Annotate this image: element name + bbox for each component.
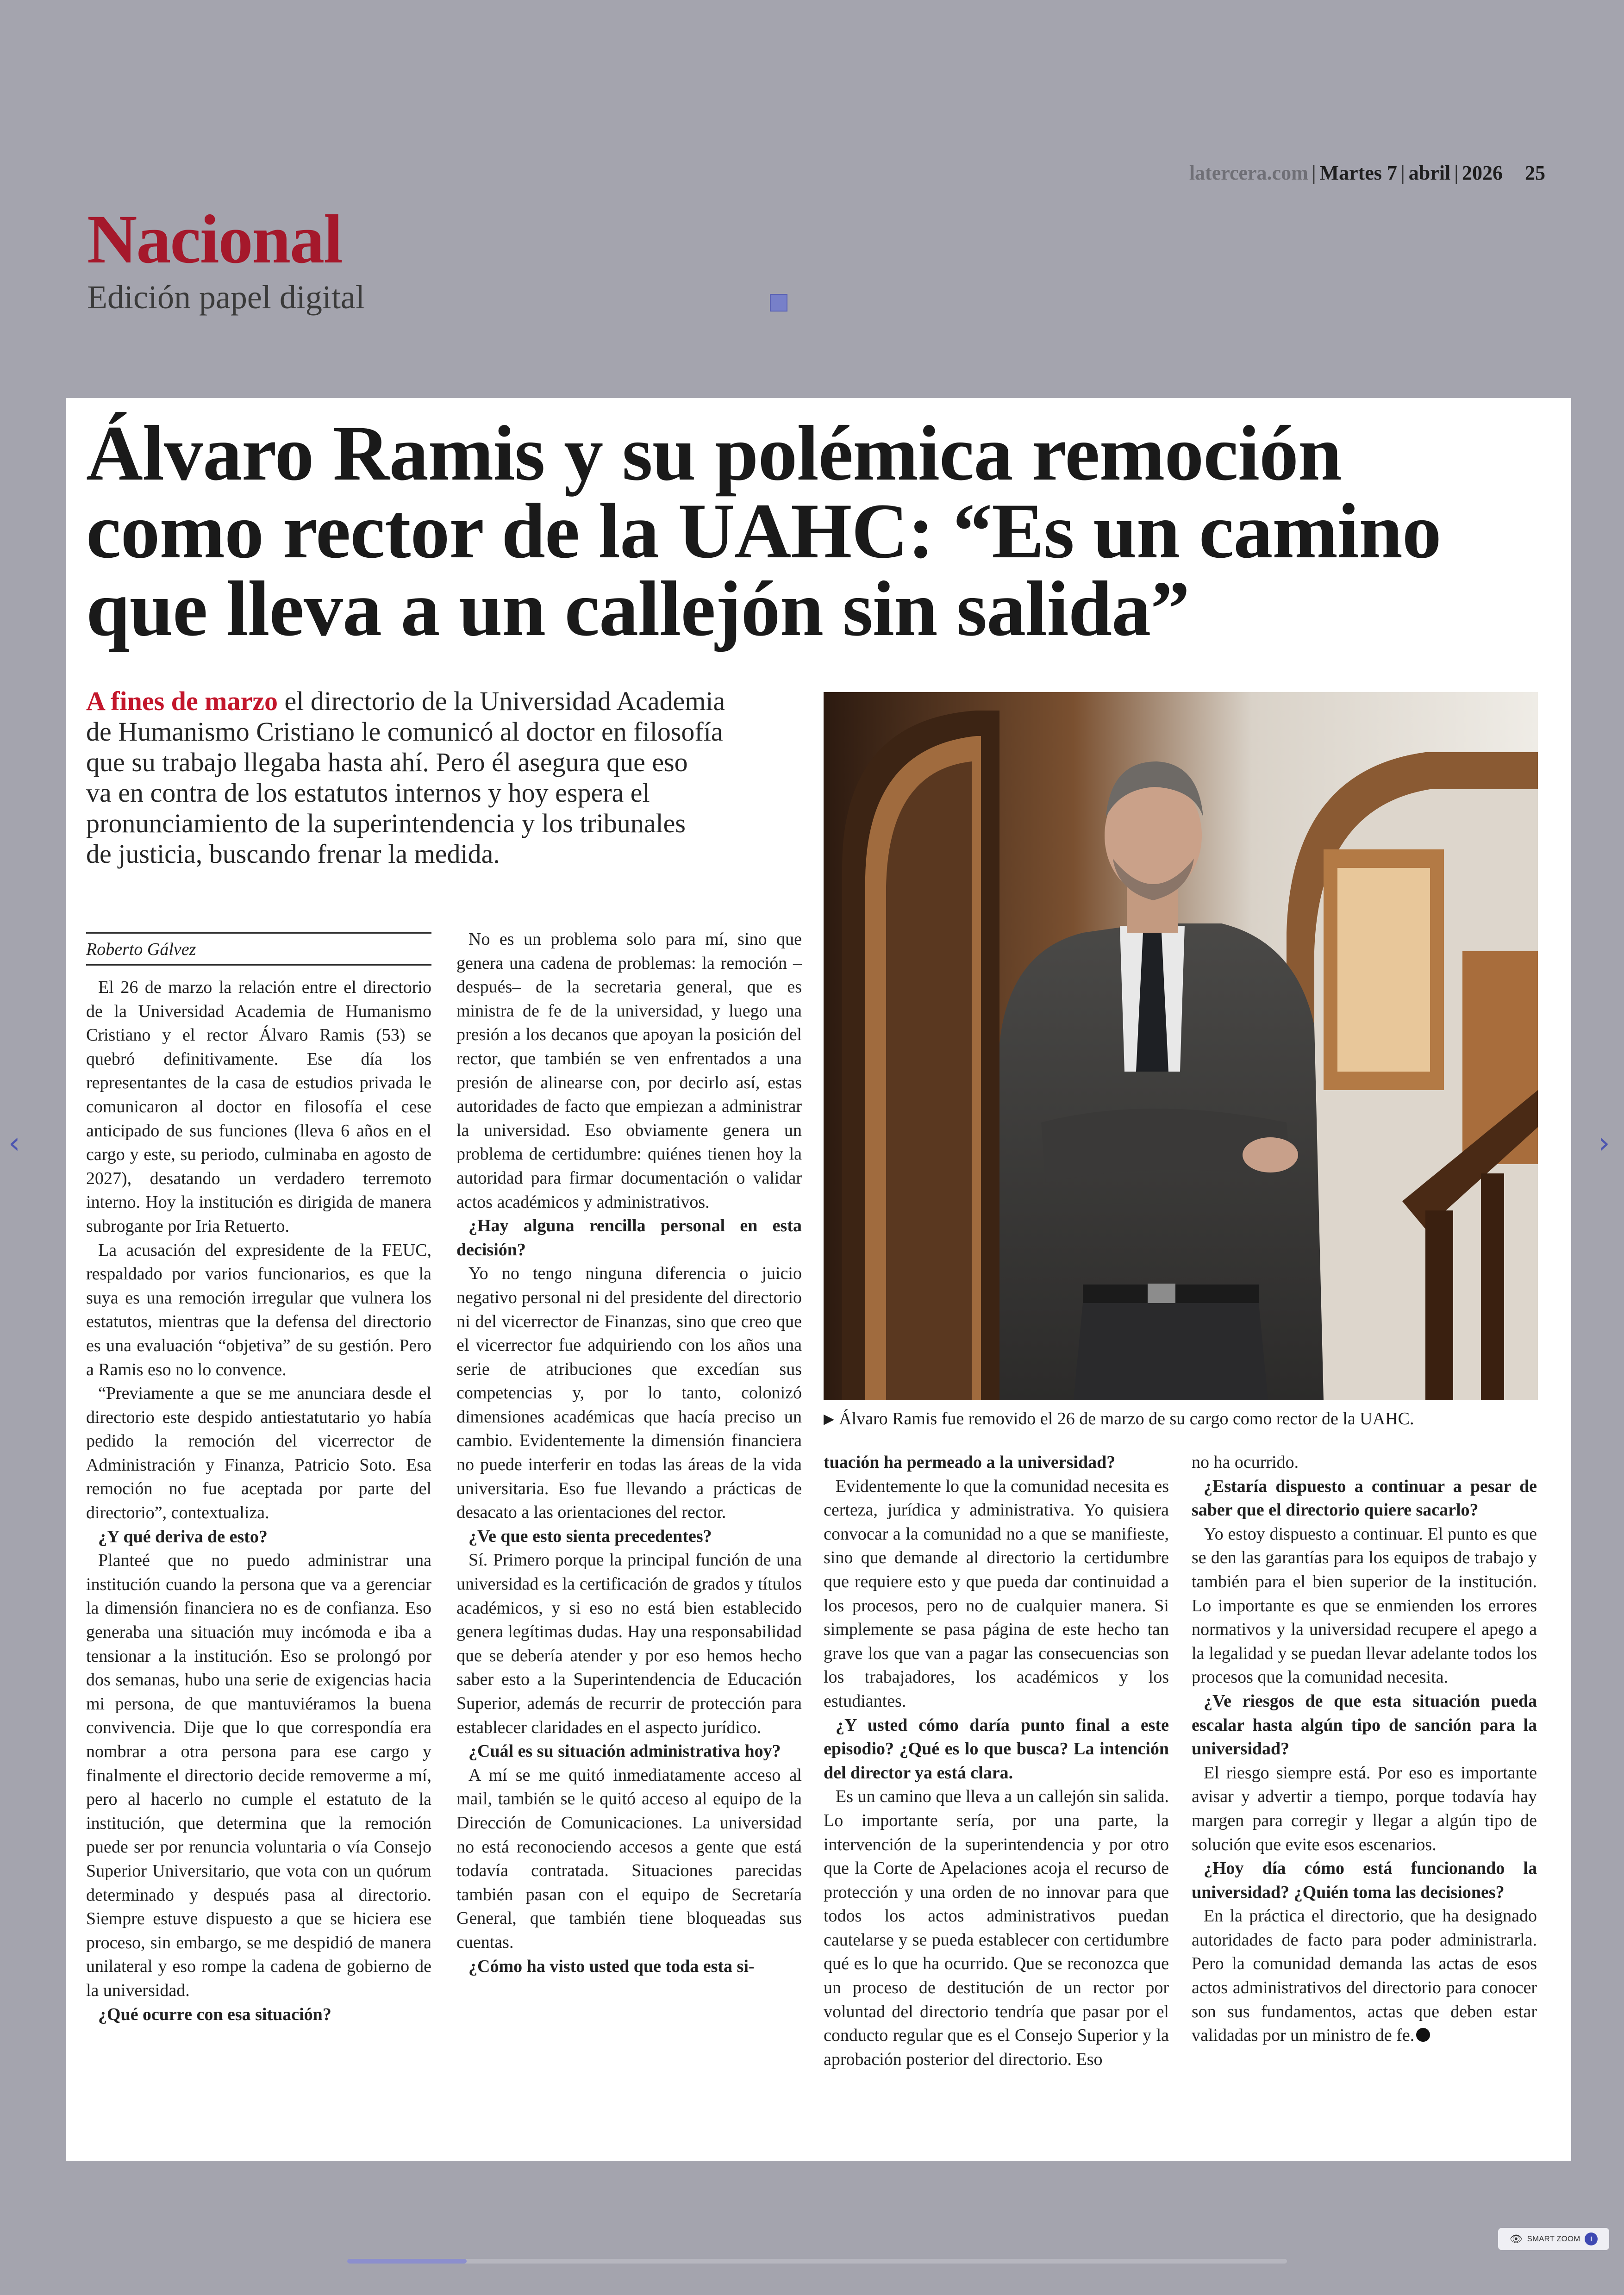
paragraph: Evidentemente lo que la comunidad necesita es certeza, jurídica y administrativa. Yo quisiera convocar a la comunidad no a que se manifieste, sino que demande al directorio la certidumbre que requiere esto y que pueda dar continuidad a los procesos, pero no de cualquier manera. Si simplemente se pasa página de este hecho tan grave los que van a pagar las consecuencias son los trabajadores, los académicos y los estudiantes. (824, 1476, 1169, 1711)
edition-label: Edición papel digital (87, 279, 365, 316)
date-day: Martes 7 (1319, 162, 1397, 184)
interview-question: ¿Qué ocurre con esa situación? (98, 2004, 331, 2024)
paragraph: Planteé que no puedo administrar una institución cuando la persona que va a gerenciar la dimensión financiera no es de confianza. Eso generaba una situación muy incómoda e iba a tensionar a la institución. Eso se prolongó por dos semanas, hubo una serie de exigencias hacia mi persona, de que mantuviéramos la buena convivencia. Dije que lo que correspondía era nombrar a otra persona para ese cargo y finalmente el directorio decide removerme a mí, pero al hacerlo no cumple el estatuto de la institución, que determina que la remoción puede ser por renuncia voluntaria o vía Consejo Superior Universitario, que vota con un quórum determinado y después pasa al directorio. Siempre estuve dispuesto a que se hiciera ese proceso, sin embargo, se me despidió de manera unilateral y eso rompe la cadena de gobierno de la universidad. (86, 1551, 431, 2000)
lede-kicker: A fines de marzo (86, 686, 278, 716)
info-badge: i (1585, 2233, 1598, 2245)
lede-line: pronunciamiento de la superintendencia y los tribunales (86, 808, 686, 838)
smart-zoom-label: SMART ZOOM (1527, 2234, 1580, 2243)
article-column-4 (1192, 1451, 1537, 2048)
separator: | (1400, 162, 1405, 184)
smart-zoom-button[interactable] (1498, 2228, 1609, 2250)
paragraph: El riesgo siempre está. Por eso es importante avisar y advertir a tiempo, porque todavía hay margen para corregir y llegar a algún tipo de solución que evite esos escenarios. (1192, 1763, 1537, 1854)
interview-question: ¿Ve riesgos de que esta situación pueda escalar hasta algún tipo de sanción para la universidad? (1192, 1691, 1537, 1759)
article-photo (824, 692, 1538, 1400)
interview-question: ¿Y qué deriva de esto? (98, 1527, 268, 1547)
interview-question: ¿Cuál es su situación administrativa hoy? (468, 1741, 781, 1761)
paragraph: Yo no tengo ninguna diferencia o juicio negativo personal ni del presidente del directorio ni del vicerrector de Finanzas, sino que creo que el vicerrector fue adquiriendo con los años una serie de atribuciones que excedían sus competencias y, por lo tanto, colonizó dimensiones académicas que hacía preciso un cambio. Evidentemente la dimensión financiera no puede interferir en todas las áreas de la vida universitaria. Eso fue llevando a prácticas de desacato a las orientaciones del rector. (456, 1264, 802, 1522)
article-column-1 (86, 976, 431, 2027)
lede-line: va en contra de los estatutos internos y hoy espera el (86, 778, 650, 808)
separator: | (1312, 162, 1316, 184)
dateline (1189, 161, 1545, 185)
date-month: abril (1408, 162, 1451, 184)
interview-question: tuación ha permeado a la universidad? (824, 1453, 1116, 1472)
date-year: 2026 (1462, 162, 1503, 184)
photo-caption (824, 1406, 1546, 1432)
eye-icon: 👁 (1509, 2233, 1523, 2245)
interview-question: ¿Hoy día cómo está funcionando la universidad? ¿Quién toma las decisiones? (1192, 1858, 1537, 1902)
article-column-2 (456, 928, 802, 1978)
paragraph: La acusación del expresidente de la FEUC, respaldado por varios funcionarios, es que la suya es una remoción irregular que vulnera los estatutos, mientras que la defensa del directorio es una evaluación “objetiva” de su gestión. Pero a Ramis eso no lo convence. (86, 1240, 431, 1379)
page-progress-bar[interactable] (347, 2259, 1287, 2264)
paragraph: Yo estoy dispuesto a continuar. El punto es que se den las garantías para los equipos de trabajo y también para el bien superior de la institución. Lo importante es que se enmienden los errores normativos y la universidad recupere el apego a la legalidad y se puedan llevar adelante todos los procesos que la comunidad necesita. (1192, 1524, 1537, 1687)
paragraph (1192, 1904, 1537, 2048)
paragraph: “Previamente a que se me anunciara desde el directorio este despido antiestatutario yo había pedido la remoción del vicerrector de Administración y Finanza, Patricio Soto. Esa remoción no fue aceptada por parte del directorio”, contextualiza. (86, 1384, 431, 1523)
lede-line: de Humanismo Cristiano le comunicó al doctor en filosofía (86, 717, 723, 747)
interview-question: ¿Estaría dispuesto a continuar a pesar de saber que el directorio quiere sacarlo? (1192, 1476, 1537, 1520)
paragraph-text: En la práctica el directorio, que ha designado autoridades de facto para poder administrarla. Pero la comunidad demanda las actas de esos actos administrativos del directorio para conocer son sus fundamentos, actas que deben estar validadas por un ministro de fe. (1192, 1906, 1537, 2046)
paragraph: Sí. Primero porque la principal función de una universidad es la certificación de grados y títulos académicos, y si eso no está bien establecido genera legítimas dudas. Hay una responsabilidad que se debería atender y por eso hemos hecho saber esto a la Superintendencia de Educación Superior, además de recurrir de protección para establecer claridades en el aspecto jurídico. (456, 1550, 802, 1737)
article-headline (86, 410, 1521, 652)
paragraph: El 26 de marzo la relación entre el directorio de la Universidad Academia de Humanismo Cristiano y el rector Álvaro Ramis (53) se quebró definitivamente. Ese día los representantes de la casa de estudios privada le comunicaron al doctor en filosofía el cese anticipado de sus funciones (lleva 6 años en el cargo y este, su periodo, culminaba en agosto de 2027), desatando un verdadero terremoto interno. Hoy la institución es dirigida de manera subrogante por Iria Retuerto. (86, 978, 431, 1236)
section-name: Nacional (87, 201, 342, 278)
chevron-left-icon[interactable]: ‹ (8, 1126, 20, 1160)
masthead (87, 201, 365, 316)
headline-line: como rector de la UAHC: “Es un camino (86, 487, 1441, 574)
byline: Roberto Gálvez (86, 932, 431, 966)
chevron-right-icon[interactable]: › (1598, 1126, 1610, 1160)
paragraph: Es un camino que lleva a un callejón sin salida. Lo importante sería, por una parte, la intervención de la superintendencia y por otro que la Corte de Apelaciones acoja el recurso de protección y una orden de no innovar para que todos los actos administrativos puedan cautelarse y se pueda establecer con certidumbre qué es lo que ha ocurrido. Que se reconozca que un proceso de destitución de un rector por voluntad del directorio tendría que pasar por el conducto regular que es el Consejo Superior y la aprobación posterior del directorio. Eso (824, 1787, 1169, 2069)
lede-line: que su trabajo llegaba hasta ahí. Pero él asegura que eso (86, 747, 688, 777)
paragraph: no ha ocurrido. (1192, 1453, 1299, 1472)
caption-triangle-icon: ▶ (824, 1411, 835, 1427)
interview-question: ¿Ve que esto sienta precedentes? (468, 1526, 712, 1546)
article-column-3 (824, 1451, 1169, 2071)
page-progress-fill (347, 2259, 467, 2264)
lede-line: de justicia, buscando frenar la medida. (86, 839, 500, 869)
page-number: 25 (1525, 162, 1545, 184)
interview-question: ¿Y usted cómo daría punto final a este episodio? ¿Qué es lo que busca? La intención del director ya está clara. (824, 1715, 1169, 1783)
end-mark-icon (1416, 2028, 1430, 2042)
paragraph: A mí se me quitó inmediatamente acceso al mail, también se le quitó acceso al equipo de la Dirección de Comunicaciones. La universidad no está reconociendo accesos a gente que está todavía contratada. Situaciones parecidas también pasan con el equipo de Secretaría General, que también tiene bloqueadas sus cuentas. (456, 1765, 802, 1952)
interview-question: ¿Hay alguna rencilla personal en esta decisión? (456, 1216, 802, 1260)
zoom-marker[interactable] (770, 294, 787, 312)
site-name: latercera.com (1189, 162, 1308, 184)
headline-line: que lleva a un callejón sin salida” (86, 565, 1190, 652)
caption-text: Álvaro Ramis fue removido el 26 de marzo de su cargo como rector de la UAHC. (839, 1409, 1414, 1428)
separator: | (1454, 162, 1458, 184)
interview-question: ¿Cómo ha visto usted que toda esta si- (468, 1956, 755, 1976)
lede-line: el directorio de la Universidad Academia (278, 686, 725, 716)
headline-line: Álvaro Ramis y su polémica remoción (86, 410, 1342, 497)
article-lede (86, 686, 781, 869)
paragraph: No es un problema solo para mí, sino que genera una cadena de problemas: la remoción –después– de la secretaria general, que es ministra de fe de la universidad, y luego una presión a los decanos que apoyan la posición del rector, que también se ven enfrentados a una presión de alinearse con, por decirlo así, estas autoridades de facto que empiezan a administrar la universidad. Eso obviamente genera un problema de certidumbre: quiénes tienen hoy la autoridad para firmar documentación o validar actos académicos y administrativos. (456, 929, 802, 1212)
